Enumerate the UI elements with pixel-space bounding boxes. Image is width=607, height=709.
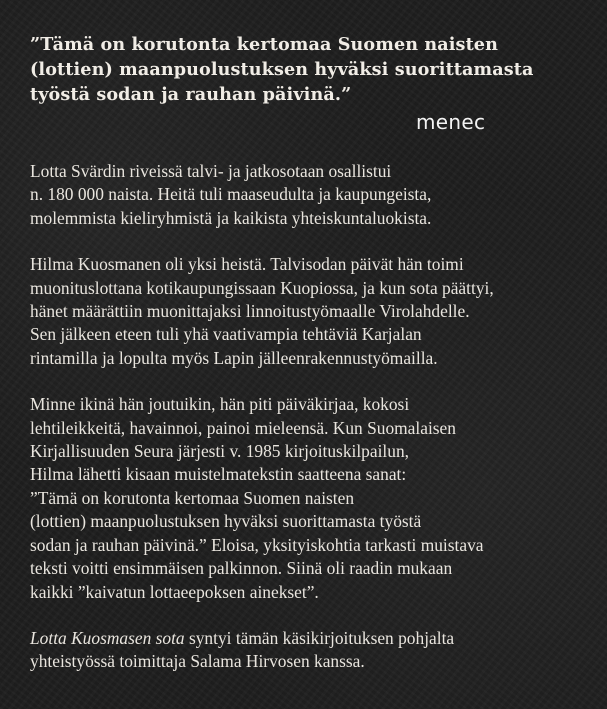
- text-line: muonituslottana kotikaupungissaan Kuopiossa, ja kun sota päättyi,: [30, 277, 494, 298]
- text-line: (lottien) maanpuolustuksen hyväksi suorittamasta työstä: [30, 511, 422, 532]
- text-line: kaikki ”kaivatun lottaeepoksen ainekset”.: [30, 581, 319, 602]
- text-line: Lotta Svärdin riveissä talvi- ja jatkosotaan osallistui: [30, 161, 392, 181]
- text-line: rintamilla ja lopulta myös Lapin jälleenrakennustyömailla.: [30, 347, 438, 368]
- text-line: sodan ja rauhan päivinä.” Eloisa, yksityiskohtia tarkasti muistava: [30, 534, 484, 555]
- paragraph-diary-contest: [30, 393, 581, 604]
- text-line: Hilma Kuosmanen oli yksi heistä. Talvisodan päivät hän toimi: [30, 254, 464, 275]
- text-line: n. 180 000 naista. Heitä tuli maaseudulta ja kaupungeista,: [30, 184, 432, 205]
- text-line: [30, 627, 581, 650]
- text-line: Minne ikinä hän joutuikin, hän piti päiväkirjaa, kokosi: [30, 394, 410, 415]
- text-line: ”Tämä on korutonta kertomaa Suomen naisten: [30, 487, 355, 508]
- text-line: teksti voitti ensimmäisen palkinnon. Siinä oli raadin mukaan: [30, 558, 453, 579]
- text-fragment: syntyi tämän käsikirjoituksen pohjalta: [184, 627, 455, 648]
- text-line: yhteistyössä toimittaja Salama Hirvosen kanssa.: [30, 651, 365, 672]
- pull-quote: [30, 32, 581, 107]
- text-line: Sen jälkeen eteen tuli yhä vaativampia tehtäviä Karjalan: [30, 324, 422, 345]
- quote-line: ”Tämä on korutonta kertomaa Suomen naisten: [30, 34, 498, 55]
- quote-line: työstä sodan ja rauhan päivinä.”: [30, 84, 352, 105]
- quote-line: (lottien) maanpuolustuksen hyväksi suorittamasta: [30, 59, 534, 80]
- paragraph-book-origin: [30, 627, 581, 674]
- quote-signature: menec: [416, 110, 486, 134]
- text-line: lehtileikkeitä, havainnoi, painoi mieleensä. Kun Suomalaisen: [30, 417, 456, 438]
- text-line: Hilma lähetti kisaan muistelmatekstin saatteena sanat:: [30, 464, 407, 485]
- book-title: Lotta Kuosmasen sota: [30, 627, 185, 648]
- paragraph-lotta-svard: [30, 160, 581, 230]
- text-line: Kirjallisuuden Seura järjesti v. 1985 kirjoituskilpailun,: [30, 441, 409, 462]
- text-line: hänet määrättiin muonittajaksi linnoitustyömaalle Virolahdelle.: [30, 301, 470, 322]
- paragraph-hilma-kuosmanen: [30, 253, 581, 370]
- text-line: molemmista kieliryhmistä ja kaikista yhteiskuntaluokista.: [30, 207, 432, 228]
